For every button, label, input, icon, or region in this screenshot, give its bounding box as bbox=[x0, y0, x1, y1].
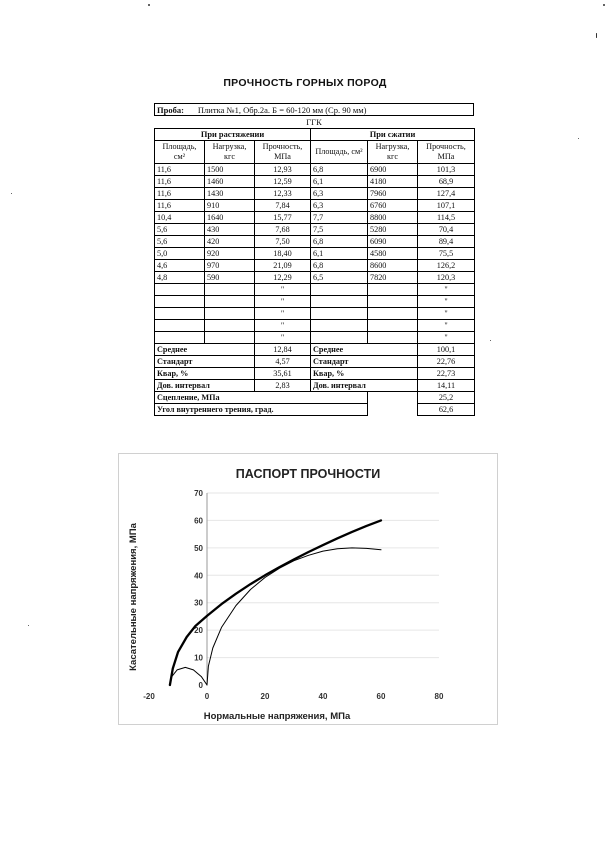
table-cell: 5,6 bbox=[155, 236, 205, 248]
table-row bbox=[155, 248, 475, 260]
stat-t-value: 12,84 bbox=[255, 344, 311, 356]
table-cell bbox=[155, 296, 205, 308]
table-cell: 6,5 bbox=[311, 272, 368, 284]
table-cell bbox=[205, 332, 255, 344]
table-cell bbox=[155, 308, 205, 320]
y-tick-label: 40 bbox=[194, 571, 203, 581]
table-row bbox=[155, 176, 475, 188]
table-row bbox=[155, 188, 475, 200]
sample-label: Проба: bbox=[157, 105, 184, 115]
table-cell: 11,6 bbox=[155, 188, 205, 200]
table-row bbox=[155, 296, 475, 308]
table-cell: " bbox=[418, 332, 475, 344]
table-cell: 4,6 bbox=[155, 260, 205, 272]
table-cell bbox=[155, 320, 205, 332]
table-row bbox=[155, 260, 475, 272]
table-row bbox=[155, 284, 475, 296]
table-cell: 107,1 bbox=[418, 200, 475, 212]
stat-c-value: 14,11 bbox=[418, 380, 475, 392]
table-cell: " bbox=[255, 284, 311, 296]
stat-c-value: 100,1 bbox=[418, 344, 475, 356]
cohesion-label: Сцепление, МПа bbox=[155, 392, 368, 404]
table-cell bbox=[311, 308, 368, 320]
table-cell: 6,3 bbox=[311, 188, 368, 200]
table-cell: 7820 bbox=[368, 272, 418, 284]
x-tick-label: -20 bbox=[143, 692, 155, 701]
sample-row bbox=[154, 103, 474, 116]
table-cell: 6,1 bbox=[311, 176, 368, 188]
y-tick-label: 30 bbox=[194, 598, 203, 608]
x-tick-label: 0 bbox=[204, 692, 210, 701]
table-cell: 1500 bbox=[205, 164, 255, 176]
table-cell: 12,33 bbox=[255, 188, 311, 200]
table-cell: 101,3 bbox=[418, 164, 475, 176]
table-cell: 6090 bbox=[368, 236, 418, 248]
table-cell bbox=[368, 284, 418, 296]
table-cell: 126,2 bbox=[418, 260, 475, 272]
stats-row bbox=[155, 356, 475, 368]
table-body bbox=[155, 164, 475, 344]
x-tick-label: 60 bbox=[376, 692, 386, 701]
table-cell: 4,8 bbox=[155, 272, 205, 284]
stat-c-label: Квар, % bbox=[311, 368, 418, 380]
x-tick-label: 40 bbox=[318, 692, 328, 701]
table-cell bbox=[205, 308, 255, 320]
col-area-compression: Площадь, см² bbox=[311, 141, 368, 164]
col-load-tension: Нагрузка, кгс bbox=[205, 141, 255, 164]
table-row bbox=[155, 200, 475, 212]
x-tick-label: 80 bbox=[434, 692, 444, 701]
table-cell bbox=[368, 320, 418, 332]
table-cell bbox=[311, 320, 368, 332]
table-cell: " bbox=[418, 284, 475, 296]
table-cell bbox=[155, 332, 205, 344]
table-cell: 18,40 bbox=[255, 248, 311, 260]
scan-speck bbox=[603, 4, 605, 6]
table-cell: 5,6 bbox=[155, 224, 205, 236]
table-cell: 430 bbox=[205, 224, 255, 236]
table-row bbox=[155, 320, 475, 332]
table-cell: 590 bbox=[205, 272, 255, 284]
chart-title: ПАСПОРТ ПРОЧНОСТИ bbox=[235, 467, 381, 481]
stats-row bbox=[155, 380, 475, 392]
y-tick-label: 50 bbox=[194, 543, 203, 553]
table-cell: 10,4 bbox=[155, 212, 205, 224]
table-cell: 11,6 bbox=[155, 164, 205, 176]
table-cell: 7,50 bbox=[255, 236, 311, 248]
table-cell: 4580 bbox=[368, 248, 418, 260]
sample-code: ГГК bbox=[306, 117, 322, 127]
table-cell: 7960 bbox=[368, 188, 418, 200]
table-cell: 5,0 bbox=[155, 248, 205, 260]
table-cell: " bbox=[418, 296, 475, 308]
table-cell bbox=[311, 284, 368, 296]
col-strength-compression: Прочность, МПа bbox=[418, 141, 475, 164]
table-cell bbox=[311, 332, 368, 344]
strength-table bbox=[154, 128, 475, 416]
table-cell: 1460 bbox=[205, 176, 255, 188]
table-row bbox=[155, 212, 475, 224]
table-cell bbox=[368, 296, 418, 308]
table-cell: 420 bbox=[205, 236, 255, 248]
table-cell: " bbox=[255, 320, 311, 332]
table-cell: 15,77 bbox=[255, 212, 311, 224]
x-tick-label: 20 bbox=[260, 692, 270, 701]
table-row bbox=[155, 272, 475, 284]
table-cell bbox=[311, 296, 368, 308]
table-cell: " bbox=[418, 308, 475, 320]
sample-value: Плитка №1, Обр.2а. Б = 60-120 мм (Ср. 90 мм) bbox=[197, 105, 367, 115]
table-cell: 920 bbox=[205, 248, 255, 260]
col-area-tension: Площадь, см² bbox=[155, 141, 205, 164]
table-cell: 7,68 bbox=[255, 224, 311, 236]
stat-t-value: 35,61 bbox=[255, 368, 311, 380]
table-cell: 70,4 bbox=[418, 224, 475, 236]
col-strength-tension: Прочность, МПа bbox=[255, 141, 311, 164]
scan-speck bbox=[490, 340, 491, 341]
table-cell: 1430 bbox=[205, 188, 255, 200]
y-tick-label: 0 bbox=[198, 681, 203, 690]
table-cell: 7,84 bbox=[255, 200, 311, 212]
y-tick-label: 10 bbox=[194, 653, 203, 663]
table-cell: 68,9 bbox=[418, 176, 475, 188]
table-cell bbox=[368, 308, 418, 320]
friction-label: Угол внутреннего трения, град. bbox=[155, 404, 368, 416]
table-cell: 4180 bbox=[368, 176, 418, 188]
table-cell: 12,29 bbox=[255, 272, 311, 284]
table-cell: 6760 bbox=[368, 200, 418, 212]
cohesion-row bbox=[155, 392, 475, 404]
table-cell bbox=[205, 296, 255, 308]
table-cell: 11,6 bbox=[155, 200, 205, 212]
table-cell: 5280 bbox=[368, 224, 418, 236]
chart-svg bbox=[119, 454, 497, 724]
stats-row bbox=[155, 368, 475, 380]
scan-speck bbox=[596, 33, 597, 38]
table-row bbox=[155, 224, 475, 236]
table-cell: 8800 bbox=[368, 212, 418, 224]
stat-t-label: Стандарт bbox=[155, 356, 255, 368]
x-axis-label: Нормальные напряжения, МПа bbox=[203, 711, 351, 722]
table-row bbox=[155, 236, 475, 248]
scan-speck bbox=[148, 4, 150, 6]
table-cell: 75,5 bbox=[418, 248, 475, 260]
table-cell: 89,4 bbox=[418, 236, 475, 248]
table-cell bbox=[155, 284, 205, 296]
table-cell: 12,59 bbox=[255, 176, 311, 188]
scan-speck bbox=[11, 193, 12, 194]
y-tick-label: 70 bbox=[194, 489, 203, 498]
table-cell: 7,5 bbox=[311, 224, 368, 236]
table-cell: 970 bbox=[205, 260, 255, 272]
table-row bbox=[155, 164, 475, 176]
scan-speck bbox=[28, 625, 29, 626]
y-tick-label: 60 bbox=[194, 516, 203, 526]
stat-c-label: Среднее bbox=[311, 344, 418, 356]
table-cell bbox=[368, 332, 418, 344]
table-cell: 910 bbox=[205, 200, 255, 212]
document-title: ПРОЧНОСТЬ ГОРНЫХ ПОРОД bbox=[223, 77, 387, 89]
table-cell: " bbox=[255, 296, 311, 308]
table-cell bbox=[205, 320, 255, 332]
stat-c-value: 22,73 bbox=[418, 368, 475, 380]
table-cell: 127,4 bbox=[418, 188, 475, 200]
stats-row bbox=[155, 344, 475, 356]
stat-t-label: Среднее bbox=[155, 344, 255, 356]
table-cell bbox=[205, 284, 255, 296]
stat-t-label: Квар, % bbox=[155, 368, 255, 380]
stat-c-value: 22,76 bbox=[418, 356, 475, 368]
table-cell: 21,09 bbox=[255, 260, 311, 272]
table-cell: 6,8 bbox=[311, 164, 368, 176]
stat-t-value: 4,57 bbox=[255, 356, 311, 368]
col-load-compression: Нагрузка, кгс bbox=[368, 141, 418, 164]
table-cell: 11,6 bbox=[155, 176, 205, 188]
tension-header: При растяжении bbox=[155, 129, 311, 141]
stat-t-value: 2,83 bbox=[255, 380, 311, 392]
table-cell: 7,7 bbox=[311, 212, 368, 224]
friction-value: 62,6 bbox=[418, 404, 475, 416]
stats-body bbox=[155, 344, 475, 392]
table-cell: 6,8 bbox=[311, 260, 368, 272]
table-cell: 1640 bbox=[205, 212, 255, 224]
strength-chart bbox=[118, 453, 498, 725]
compression-header: При сжатии bbox=[311, 129, 475, 141]
series-line-3 bbox=[207, 548, 381, 685]
table-cell: 114,5 bbox=[418, 212, 475, 224]
stat-c-label: Стандарт bbox=[311, 356, 418, 368]
scan-speck bbox=[578, 138, 579, 139]
table-cell: 6,8 bbox=[311, 236, 368, 248]
table-cell: 6,1 bbox=[311, 248, 368, 260]
table-cell: 6900 bbox=[368, 164, 418, 176]
table-cell: 8600 bbox=[368, 260, 418, 272]
table-cell: 12,93 bbox=[255, 164, 311, 176]
table-cell: 6,3 bbox=[311, 200, 368, 212]
y-axis-label: Касательные напряжения, МПа bbox=[128, 523, 139, 671]
stat-c-label: Дов. интервал bbox=[311, 380, 418, 392]
cohesion-value: 25,2 bbox=[418, 392, 475, 404]
friction-row bbox=[155, 404, 475, 416]
table-row bbox=[155, 308, 475, 320]
y-tick-label: 20 bbox=[194, 626, 203, 636]
table-cell: " bbox=[255, 332, 311, 344]
table-cell: " bbox=[255, 308, 311, 320]
table-row bbox=[155, 332, 475, 344]
stat-t-label: Дов. интервал bbox=[155, 380, 255, 392]
table-cell: " bbox=[418, 320, 475, 332]
table-cell: 120,3 bbox=[418, 272, 475, 284]
